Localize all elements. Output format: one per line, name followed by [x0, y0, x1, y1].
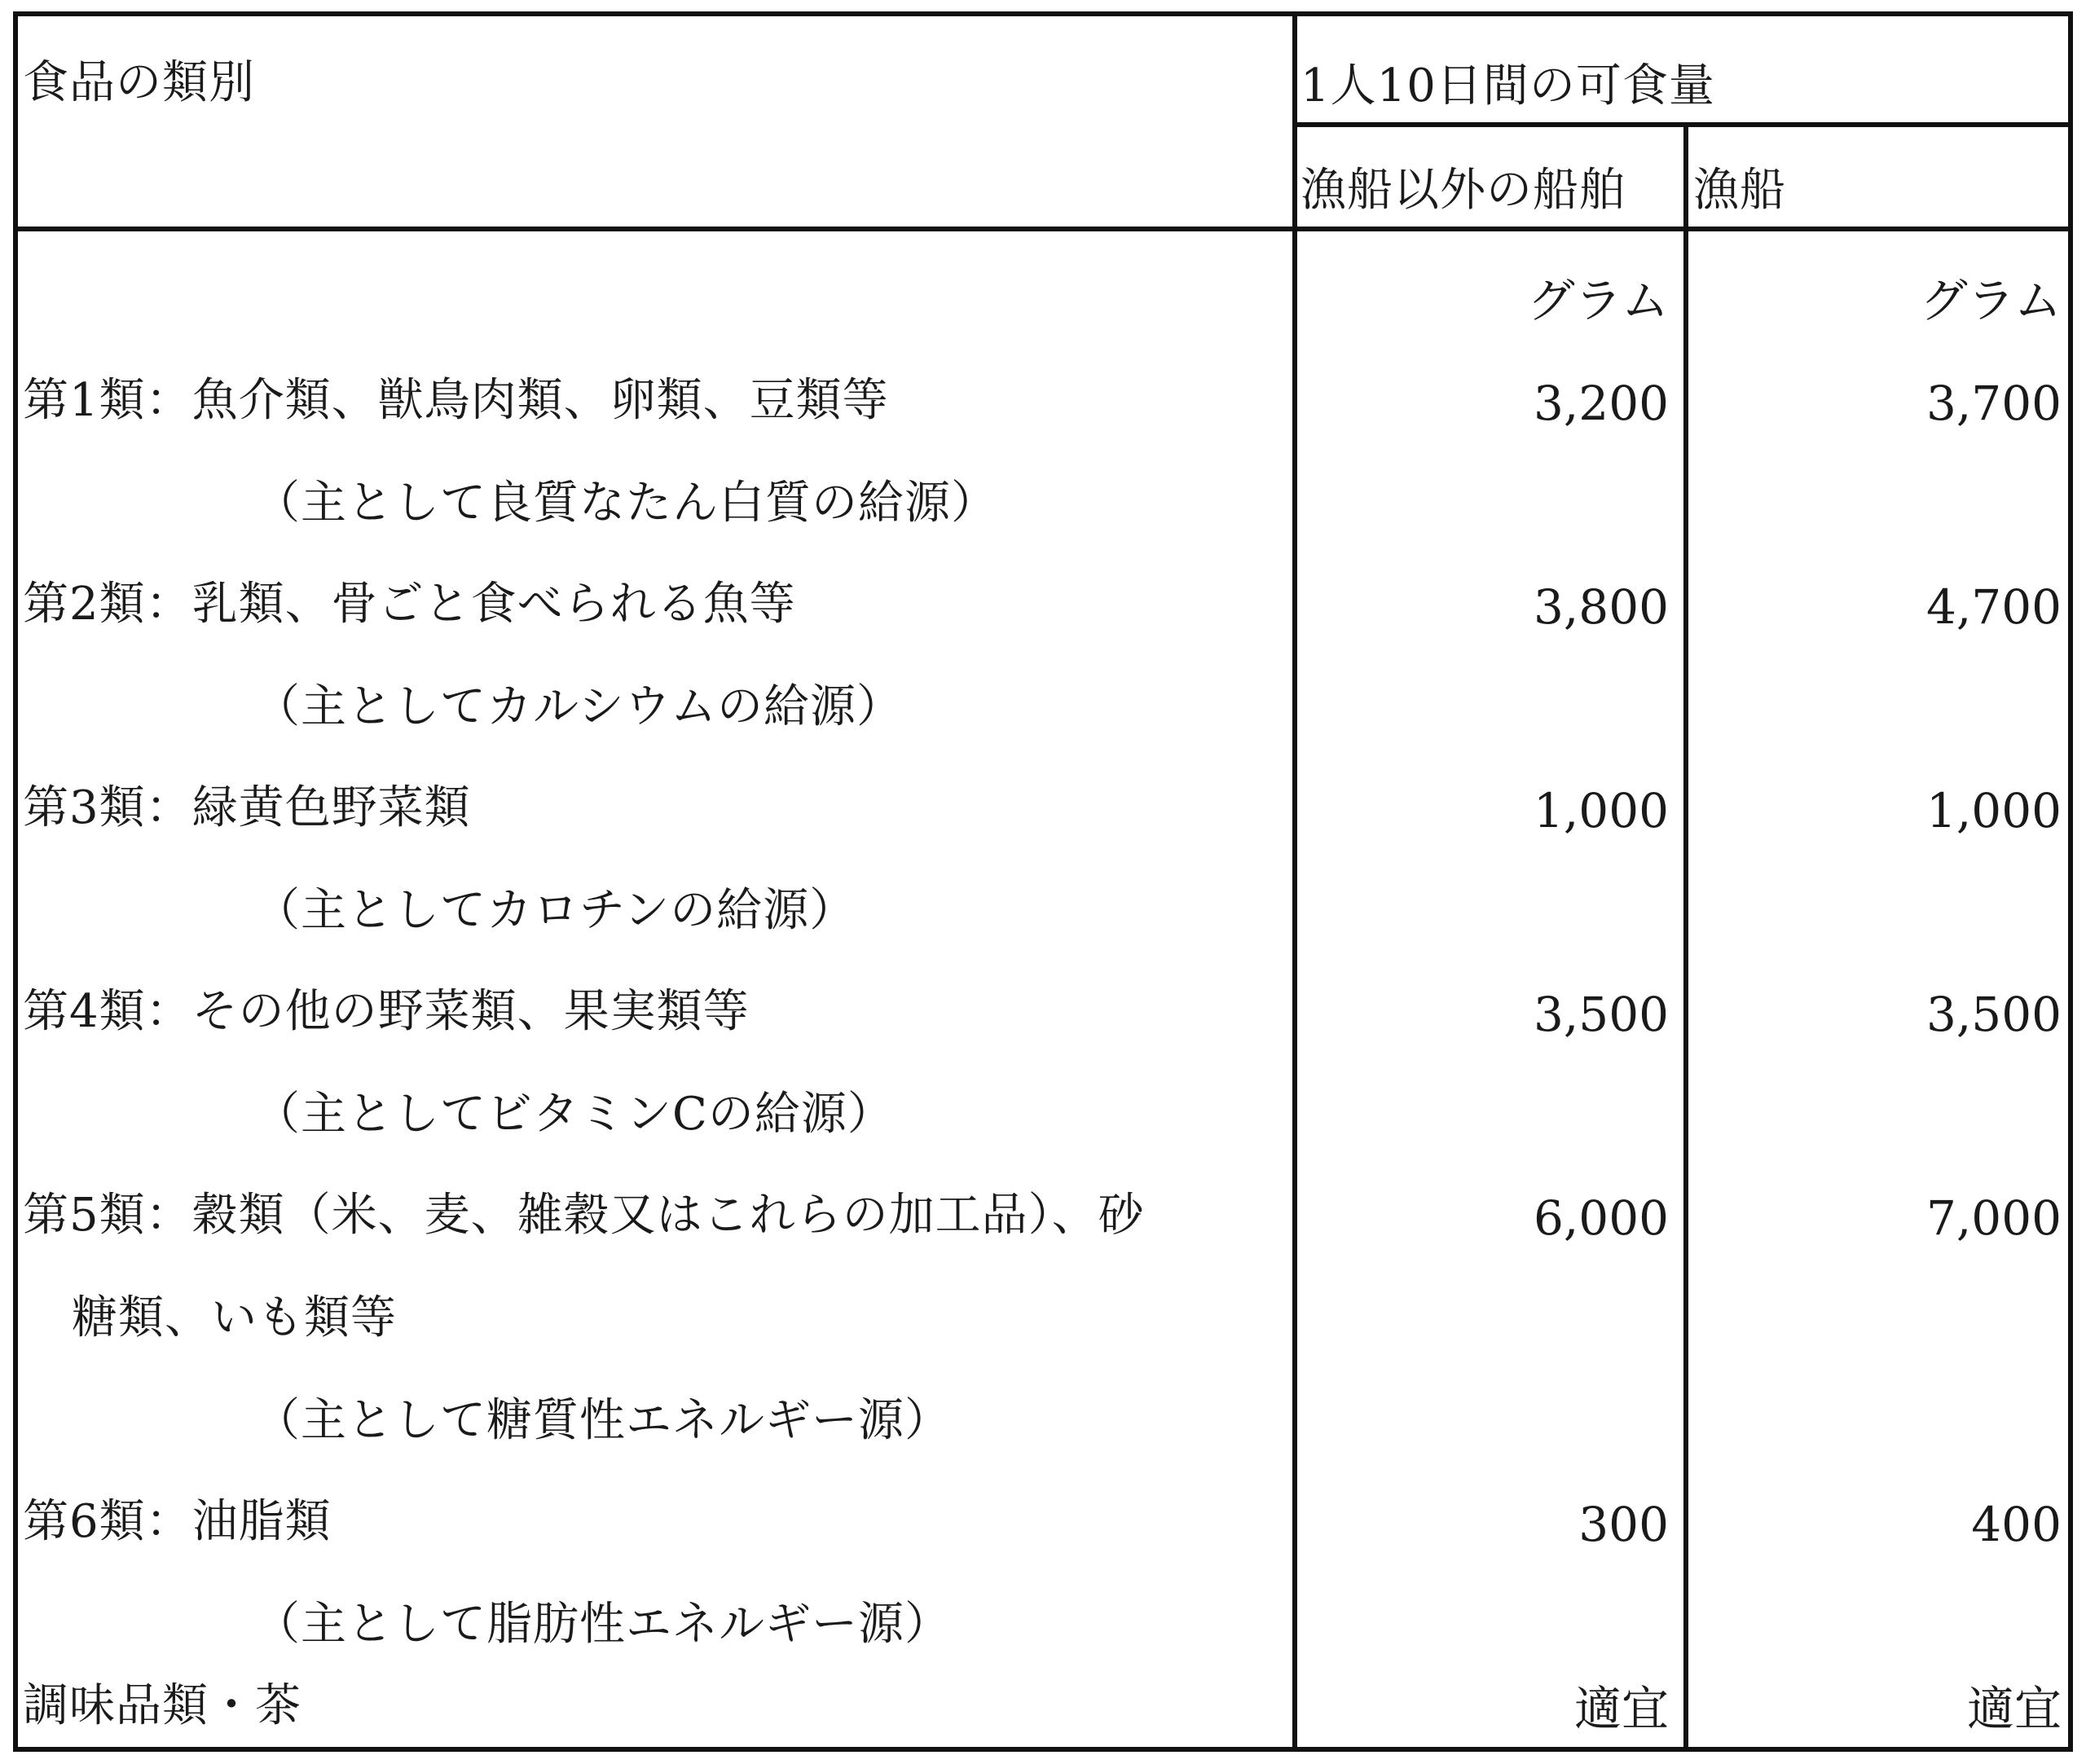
row-6-note: （主として脂肪性エネルギー源）	[254, 1598, 951, 1651]
row-5-note: （主として糖質性エネルギー源）	[254, 1394, 951, 1447]
row-2-note: （主としてカルシウムの給源）	[254, 680, 904, 733]
unit-fishing: グラム	[1920, 273, 2062, 328]
header-fishing: 漁船	[1693, 164, 1786, 217]
row-1-note: （主として良質なたん白質の給源）	[254, 477, 997, 530]
row-6-non-fishing: 300	[1578, 1497, 1669, 1552]
row-3-note: （主としてカロチンの給源）	[254, 884, 856, 937]
row-2-label: 第2類：乳類、骨ごと食べられる魚等	[23, 578, 796, 631]
divider-category-amount	[1292, 16, 1297, 1747]
header-amount: 1人10日間の可食量	[1300, 59, 1715, 112]
row-1-label: 第1類：魚介類、獣鳥肉類、卵類、豆類等	[23, 374, 889, 427]
row-4-fishing: 3,500	[1925, 987, 2062, 1042]
row-6-fishing: 400	[1971, 1497, 2062, 1552]
row-4-note: （主としてビタミンCの給源）	[254, 1088, 894, 1141]
row-3-non-fishing: 1,000	[1533, 783, 1669, 838]
row-5-non-fishing: 6,000	[1533, 1190, 1669, 1246]
row-4-non-fishing: 3,500	[1533, 987, 1669, 1042]
row-1-non-fishing: 3,200	[1533, 376, 1669, 431]
row-1-fishing: 3,700	[1925, 376, 2062, 431]
row-5-fishing: 7,000	[1925, 1190, 2062, 1246]
divider-subcolumns	[1683, 122, 1688, 1747]
divider-amount-subheader	[1292, 122, 2068, 127]
divider-header-body	[18, 227, 2068, 231]
row-3-label: 第3類：緑黄色野菜類	[23, 781, 471, 834]
last-row-fishing: 適宜	[1966, 1681, 2062, 1736]
last-row-non-fishing: 適宜	[1573, 1681, 1669, 1736]
row-5-label-continued: 糖類、いも類等	[72, 1291, 397, 1344]
header-category: 食品の類別	[23, 56, 255, 109]
row-6-label: 第6類：油脂類	[23, 1495, 332, 1548]
unit-non-fishing: グラム	[1527, 273, 1669, 328]
food-table	[13, 11, 2073, 1752]
row-2-non-fishing: 3,800	[1533, 579, 1669, 635]
last-row-label: 調味品類・茶	[23, 1679, 301, 1732]
row-4-label: 第4類：その他の野菜類、果実類等	[23, 985, 750, 1038]
row-3-fishing: 1,000	[1925, 783, 2062, 838]
row-5-label: 第5類：穀類（米、麦、雑穀又はこれらの加工品）、砂	[23, 1189, 1145, 1242]
row-2-fishing: 4,700	[1925, 579, 2062, 635]
header-non-fishing: 漁船以外の船舶	[1300, 164, 1626, 217]
